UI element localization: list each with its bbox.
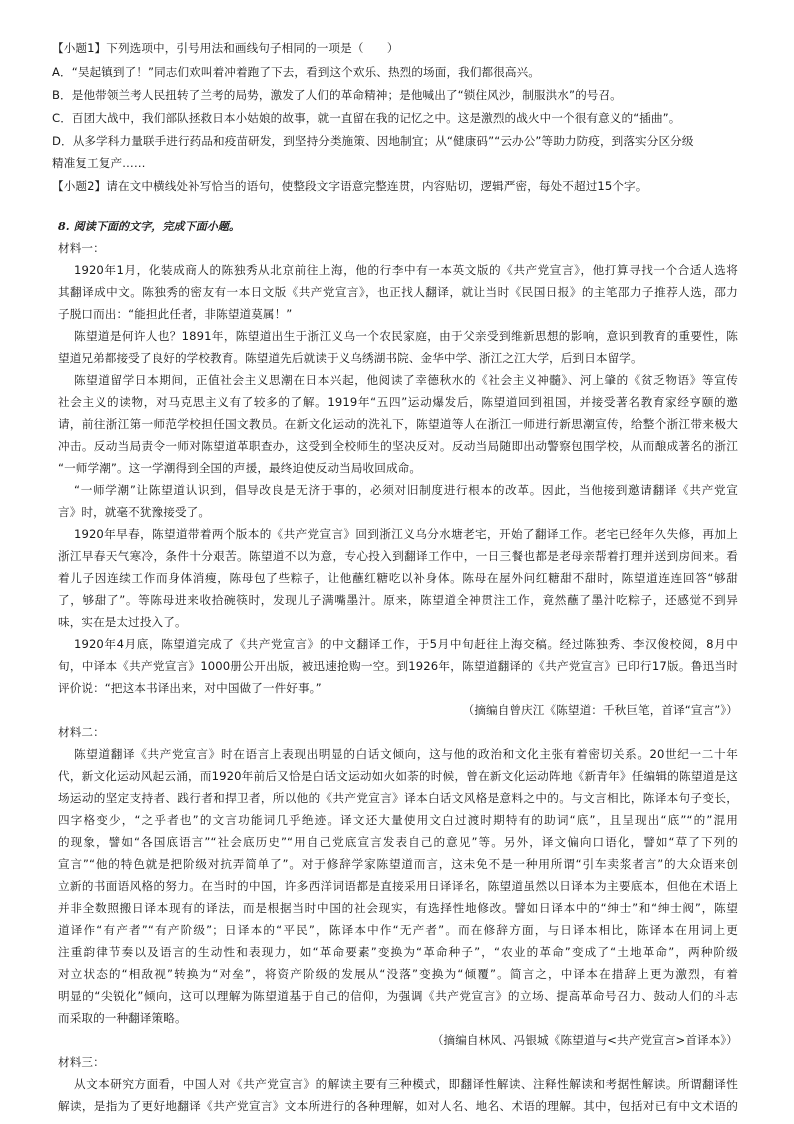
material-1-line: 1920年早春，陈望道带着两个版本的《共产党宣言》回到浙江义乌分水塘老宅，开始了翻译工作。老宅已经年久失修，再加上 bbox=[74, 527, 738, 541]
question-1-option-d-cont: 精准复工复产…… bbox=[52, 156, 146, 170]
material-2-line: 并非全数照搬日译本现有的译法，而是根据当时中国的社会现实，有选择性地修改。譬如日译本中的“绅士”和“绅士阀”，陈望 bbox=[58, 901, 738, 915]
material-3-line: 从文本研究方面看，中国人对《共产党宣言》的解读主要有三种模式，即翻译性解读、注释性解读和考据性解读。所谓翻译性 bbox=[74, 1077, 738, 1091]
question-1-option-b: B．是他带领兰考人民扭转了兰考的局势，激发了人们的革命精神；是他喊出了“锁住风沙，制服洪水”的号召。 bbox=[52, 88, 622, 102]
material-1-line: 味，实在是太过投入了。 bbox=[58, 615, 187, 629]
section-8-heading: 8. 阅读下面的文字，完成下面小题。 bbox=[58, 220, 241, 233]
material-2-line: 场运动的坚定支持者、践行者和捍卫者，所以他的《共产党宣言》译本白话文风格是意料之中的。与文言相比，陈译本句子变长， bbox=[58, 791, 738, 805]
material-1-line: 冲击。反动当局责令一师对陈望道革职查办，这受到全校师生的坚决反对。反动当局随即出动警察包围学校，从而酿成著名的浙江 bbox=[58, 439, 738, 453]
material-1-line: “一师学潮”让陈望道认识到，倡导改良是无济于事的，必须对旧制度进行根本的改革。因此，当他接到邀请翻译《共产党宣 bbox=[74, 483, 738, 497]
material-2-line: 立新的书面语风格的努力。在当时的中国，许多西洋词语都是直接采用日译译名，陈望道虽然以日译本为主要底本，但他在术语上 bbox=[58, 879, 738, 893]
material-2-line: 道译作“有产者”“有产阶级”；日译本的“平民”，陈译本中作“无产者”。而在修辞方面，与日译本相比，陈译本在用词上更 bbox=[58, 923, 738, 937]
material-1-line: 言》时，就毫不犹豫接受了。 bbox=[58, 505, 211, 519]
material-1-line: 1920年1月，化装成商人的陈独秀从北京前往上海，他的行李中有一本英文版的《共产党宣言》，他打算寻找一个合适人选将 bbox=[74, 263, 738, 277]
question-1-option-c: C．百团大战中，我们部队拯救日本小姑娘的故事，就一直留在我的记忆之中。这是激烈的战火中一个很有意义的“插曲”。 bbox=[52, 111, 681, 125]
material-3-line: 解读，是指为了更好地翻译《共产党宣言》文本所进行的各种理解，如对人名、地名、术语的理解。其中，包括对已有中文术语的 bbox=[58, 1099, 738, 1113]
material-1-source: （摘编自曾庆江《陈望道：千秋巨笔，首译“宣言”》） bbox=[462, 703, 738, 717]
material-1-line: 其翻译成中文。陈独秀的密友有一本日文版《共产党宣言》，也正找人翻译，就让当时《民国日报》的主笔邵力子推荐人选，邵力 bbox=[58, 285, 738, 299]
material-2-line: 宣言”“他的特色就是把阶级对抗弄简单了”。对于修辞学家陈望道而言，这未免不是一种用所谓“引车卖浆者言”的大众语来创 bbox=[58, 857, 738, 871]
question-2-stem: 【小题2】请在文中横线处补写恰当的语句，使整段文字语意完整连贯，内容贴切，逻辑严密，每处不超过15个字。 bbox=[52, 179, 648, 193]
material-1-line: 评价说：“把这本书译出来，对中国做了一件好事。” bbox=[58, 681, 322, 695]
material-1-line: 子脱口而出：“能担此任者，非陈望道莫属！” bbox=[58, 307, 293, 321]
material-1-line: 陈望道是何许人也？1891年，陈望道出生于浙江义乌一个农民家庭，由于父亲受到维新思想的影响，意识到教育的重要性，陈 bbox=[74, 329, 738, 343]
material-1-label: 材料一： bbox=[58, 241, 105, 255]
material-2-line: 的现象，譬如“各国底语言”“社会底历史”“用自己党底宣言发表自己的意见”等。另外，译文偏向口语化，譬如“草了下列的 bbox=[58, 835, 738, 849]
material-2-line: 而采取的一种翻译策略。 bbox=[58, 1011, 187, 1025]
material-1-line: 着儿子因连续工作而身体消瘦，陈母包了些粽子，让他蘸红糖吃以补身体。陈母在屋外问红糖甜不甜时，陈望道连连回答“够甜 bbox=[58, 571, 738, 585]
material-2-source: （摘编自林风、冯银城《陈望道与<共产党宣言>首译本》） bbox=[431, 1033, 738, 1047]
material-2-line: 明显的“尖锐化”倾向，这可以理解为陈望道基于自己的信仰，为强调《共产党宣言》的立场、提高革命号召力、鼓动人们的斗志 bbox=[58, 989, 738, 1003]
material-1-line: 陈望道留学日本期间，正值社会主义思潮在日本兴起，他阅读了幸德秋水的《社会主义神髓》、河上肇的《贫乏物语》等宣传 bbox=[74, 373, 738, 387]
material-1-line: 旬，中译本《共产党宣言》1000册公开出版，被迅速抢购一空。到1926年，陈望道翻译的《共产党宣言》已印行17版。鲁迅当时 bbox=[58, 659, 738, 673]
material-1-line: 社会主义的读物，对马克思主义有了较多的了解。1919年“五四”运动爆发后，陈望道回到祖国，并接受著名教育家经亨颐的邀 bbox=[58, 395, 738, 409]
material-1-line: “一师学潮”。这一学潮得到全国的声援，最终迫使反动当局收回成命。 bbox=[58, 461, 422, 475]
material-3-label: 材料三： bbox=[58, 1055, 105, 1069]
material-2-line: 对立状态的“相敌视”转换为“对垒”，将资产阶级的发展从“没落”变换为“倾覆”。简言之，中译本在措辞上更为激烈，有着 bbox=[58, 967, 738, 981]
material-1-line: 1920年4月底，陈望道完成了《共产党宣言》的中文翻译工作，于5月中旬赶往上海交稿。经过陈独秀、李汉俊校阅，8月中 bbox=[74, 637, 738, 651]
material-1-line: 了，够甜了”。等陈母进来收拾碗筷时，发现儿子满嘴墨汁。原来，陈望道全神贯注工作，竟然蘸了墨汁吃粽子，还感觉不到异 bbox=[58, 593, 738, 607]
material-1-line: 请，前往浙江第一师范学校担任国文教员。在新文化运动的洗礼下，陈望道等人在浙江一师进行新思潮宣传，给整个浙江带来极大 bbox=[58, 417, 738, 431]
question-1-option-d: D．从多学科力量联手进行药品和疫苗研发，到坚持分类施策、因地制宜；从“健康码”“云办公”等助力防疫，到落实分区分级 bbox=[52, 134, 694, 148]
material-1-line: 浙江早春天气寒冷，条件十分艰苦。陈望道不以为意，专心投入到翻译工作中，一日三餐也都是老母亲帮着打理并送到房间来。看 bbox=[58, 549, 738, 563]
question-1-stem: 【小题1】下列选项中，引号用法和画线句子相同的一项是（ ） bbox=[52, 41, 399, 55]
material-2-label: 材料二： bbox=[58, 725, 105, 739]
material-2-line: 四字格变少，“之乎者也”的文言功能词几乎绝迹。译文还大量使用文白过渡时期特有的助词“底”，且呈现出“底”“的”混用 bbox=[58, 813, 738, 827]
material-1-line: 望道兄弟都接受了良好的学校教育。陈望道先后就读于义乌绣湖书院、金华中学、浙江之江大学，后到日本留学。 bbox=[58, 351, 643, 365]
material-2-line: 注重韵律节奏以及语言的生动性和表现力，如“革命要素”变换为“革命种子”，“农业的革命”变成了“土地革命”，两种阶级 bbox=[58, 945, 738, 959]
question-1-option-a: A．“吴起镇到了！”同志们欢叫着冲着跑了下去，看到这个欢乐、热烈的场面，我们都很高兴。 bbox=[52, 65, 540, 79]
material-2-line: 代，新文化运动风起云涌，而1920年前后又恰是白话文运动如火如荼的时候，曾在新文化运动阵地《新青年》任编辑的陈望道是这 bbox=[58, 769, 738, 783]
material-2-line: 陈望道翻译《共产党宣言》时在语言上表现出明显的白话文倾向，这与他的政治和文化主张有着密切关系。20世纪一二十年 bbox=[74, 747, 738, 761]
